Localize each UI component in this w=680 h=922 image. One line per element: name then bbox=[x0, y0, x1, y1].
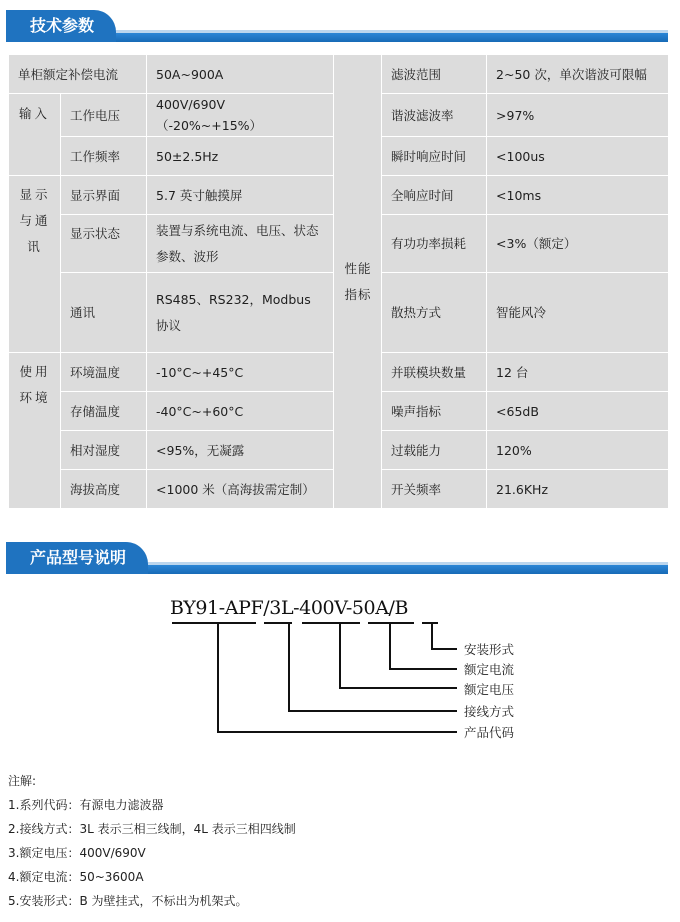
spec-label: 过载能力 bbox=[382, 431, 487, 470]
spec-label: 海拔高度 bbox=[61, 470, 147, 509]
spec-label: 开关频率 bbox=[382, 470, 487, 509]
env-group-text: 使用环境 bbox=[19, 364, 51, 405]
spec-value: 400V/690V（-20%~+15%） bbox=[147, 94, 334, 137]
section-header-tech-params bbox=[6, 10, 668, 42]
spec-value: 120% bbox=[487, 431, 669, 470]
spec-value: 12 台 bbox=[487, 353, 669, 392]
spec-label: 谐波滤波率 bbox=[382, 94, 487, 137]
legend-install-type: 安装形式 bbox=[464, 642, 515, 657]
section-title: 技术参数 bbox=[6, 10, 116, 42]
perf-group-text: 性能指标 bbox=[344, 260, 372, 302]
table-row bbox=[9, 55, 669, 94]
spec-label: 相对湿度 bbox=[61, 431, 147, 470]
spec-value: -40°C~+60°C bbox=[147, 392, 334, 431]
spec-label: 瞬时响应时间 bbox=[382, 137, 487, 176]
leader-install-h bbox=[431, 648, 457, 650]
spec-value: 50A~900A bbox=[147, 55, 334, 94]
spec-value: <1000 米（高海拔需定制） bbox=[147, 470, 334, 509]
leader-wiring-h bbox=[288, 710, 457, 712]
display-group-label bbox=[9, 176, 61, 353]
display-group-text: 显示与通讯 bbox=[19, 187, 51, 254]
spec-label: 显示状态 bbox=[61, 215, 147, 273]
spec-label: 工作频率 bbox=[61, 137, 147, 176]
section-header-model bbox=[6, 542, 668, 574]
spec-label: 全响应时间 bbox=[382, 176, 487, 215]
spec-value: 智能风冷 bbox=[487, 273, 669, 353]
legend-product-code: 产品代码 bbox=[464, 725, 515, 740]
underline-voltage bbox=[302, 622, 360, 624]
spec-value: <95%，无凝露 bbox=[147, 431, 334, 470]
spec-label: 有功功率损耗 bbox=[382, 215, 487, 273]
leader-product-code-v bbox=[217, 622, 219, 733]
leader-install-v bbox=[431, 622, 433, 650]
spec-label: 散热方式 bbox=[382, 273, 487, 353]
spec-value: <100us bbox=[487, 137, 669, 176]
leader-current-h bbox=[389, 668, 457, 670]
spec-value: 5.7 英寸触摸屏 bbox=[147, 176, 334, 215]
env-group-label bbox=[9, 353, 61, 509]
notes-section bbox=[8, 769, 296, 913]
underline-current bbox=[368, 622, 414, 624]
spec-value: <3%（额定） bbox=[487, 215, 669, 273]
spec-value: 50±2.5Hz bbox=[147, 137, 334, 176]
leader-voltage-v bbox=[339, 622, 341, 689]
leader-product-code-h bbox=[217, 731, 457, 733]
spec-label: 工作电压 bbox=[61, 94, 147, 137]
spec-value: -10°C~+45°C bbox=[147, 353, 334, 392]
spec-label: 噪声指标 bbox=[382, 392, 487, 431]
notes-title: 注解: bbox=[8, 774, 37, 788]
spec-value: 装置与系统电流、电压、状态参数、波形 bbox=[147, 215, 334, 273]
legend-rated-current: 额定电流 bbox=[464, 662, 515, 677]
note-item: 3.额定电压：400V/690V bbox=[8, 846, 146, 860]
spec-table bbox=[8, 54, 669, 509]
note-item: 5.安装形式：B 为壁挂式，不标出为机架式。 bbox=[8, 894, 248, 908]
legend-wiring-method: 接线方式 bbox=[464, 704, 515, 719]
leader-voltage-h bbox=[339, 687, 457, 689]
perf-group-label bbox=[334, 55, 382, 509]
spec-label: 存储温度 bbox=[61, 392, 147, 431]
note-item: 1.系列代码：有源电力滤波器 bbox=[8, 798, 164, 812]
spec-label: 通讯 bbox=[61, 273, 147, 353]
note-item: 2.接线方式：3L 表示三相三线制，4L 表示三相四线制 bbox=[8, 822, 296, 836]
underline-product-code bbox=[172, 622, 256, 624]
spec-label: 显示界面 bbox=[61, 176, 147, 215]
spec-value: <10ms bbox=[487, 176, 669, 215]
spec-label: 环境温度 bbox=[61, 353, 147, 392]
leader-wiring-v bbox=[288, 622, 290, 712]
spec-label: 滤波范围 bbox=[382, 55, 487, 94]
spec-value: RS485、RS232，Modbus 协议 bbox=[147, 273, 334, 353]
note-item: 4.额定电流：50~3600A bbox=[8, 870, 144, 884]
leader-current-v bbox=[389, 622, 391, 670]
spec-label: 单柜额定补偿电流 bbox=[9, 55, 147, 94]
legend-rated-voltage: 额定电压 bbox=[464, 682, 515, 697]
spec-value: 2~50 次，单次谐波可限幅 bbox=[487, 55, 669, 94]
spec-label: 并联模块数量 bbox=[382, 353, 487, 392]
spec-value: 21.6KHz bbox=[487, 470, 669, 509]
underline-install bbox=[422, 622, 438, 624]
spec-value: <65dB bbox=[487, 392, 669, 431]
section-title: 产品型号说明 bbox=[6, 542, 148, 574]
input-group-label: 输入 bbox=[9, 94, 61, 176]
model-code: BY91-APF/3L-400V-50A/B bbox=[170, 597, 409, 619]
spec-value: >97% bbox=[487, 94, 669, 137]
